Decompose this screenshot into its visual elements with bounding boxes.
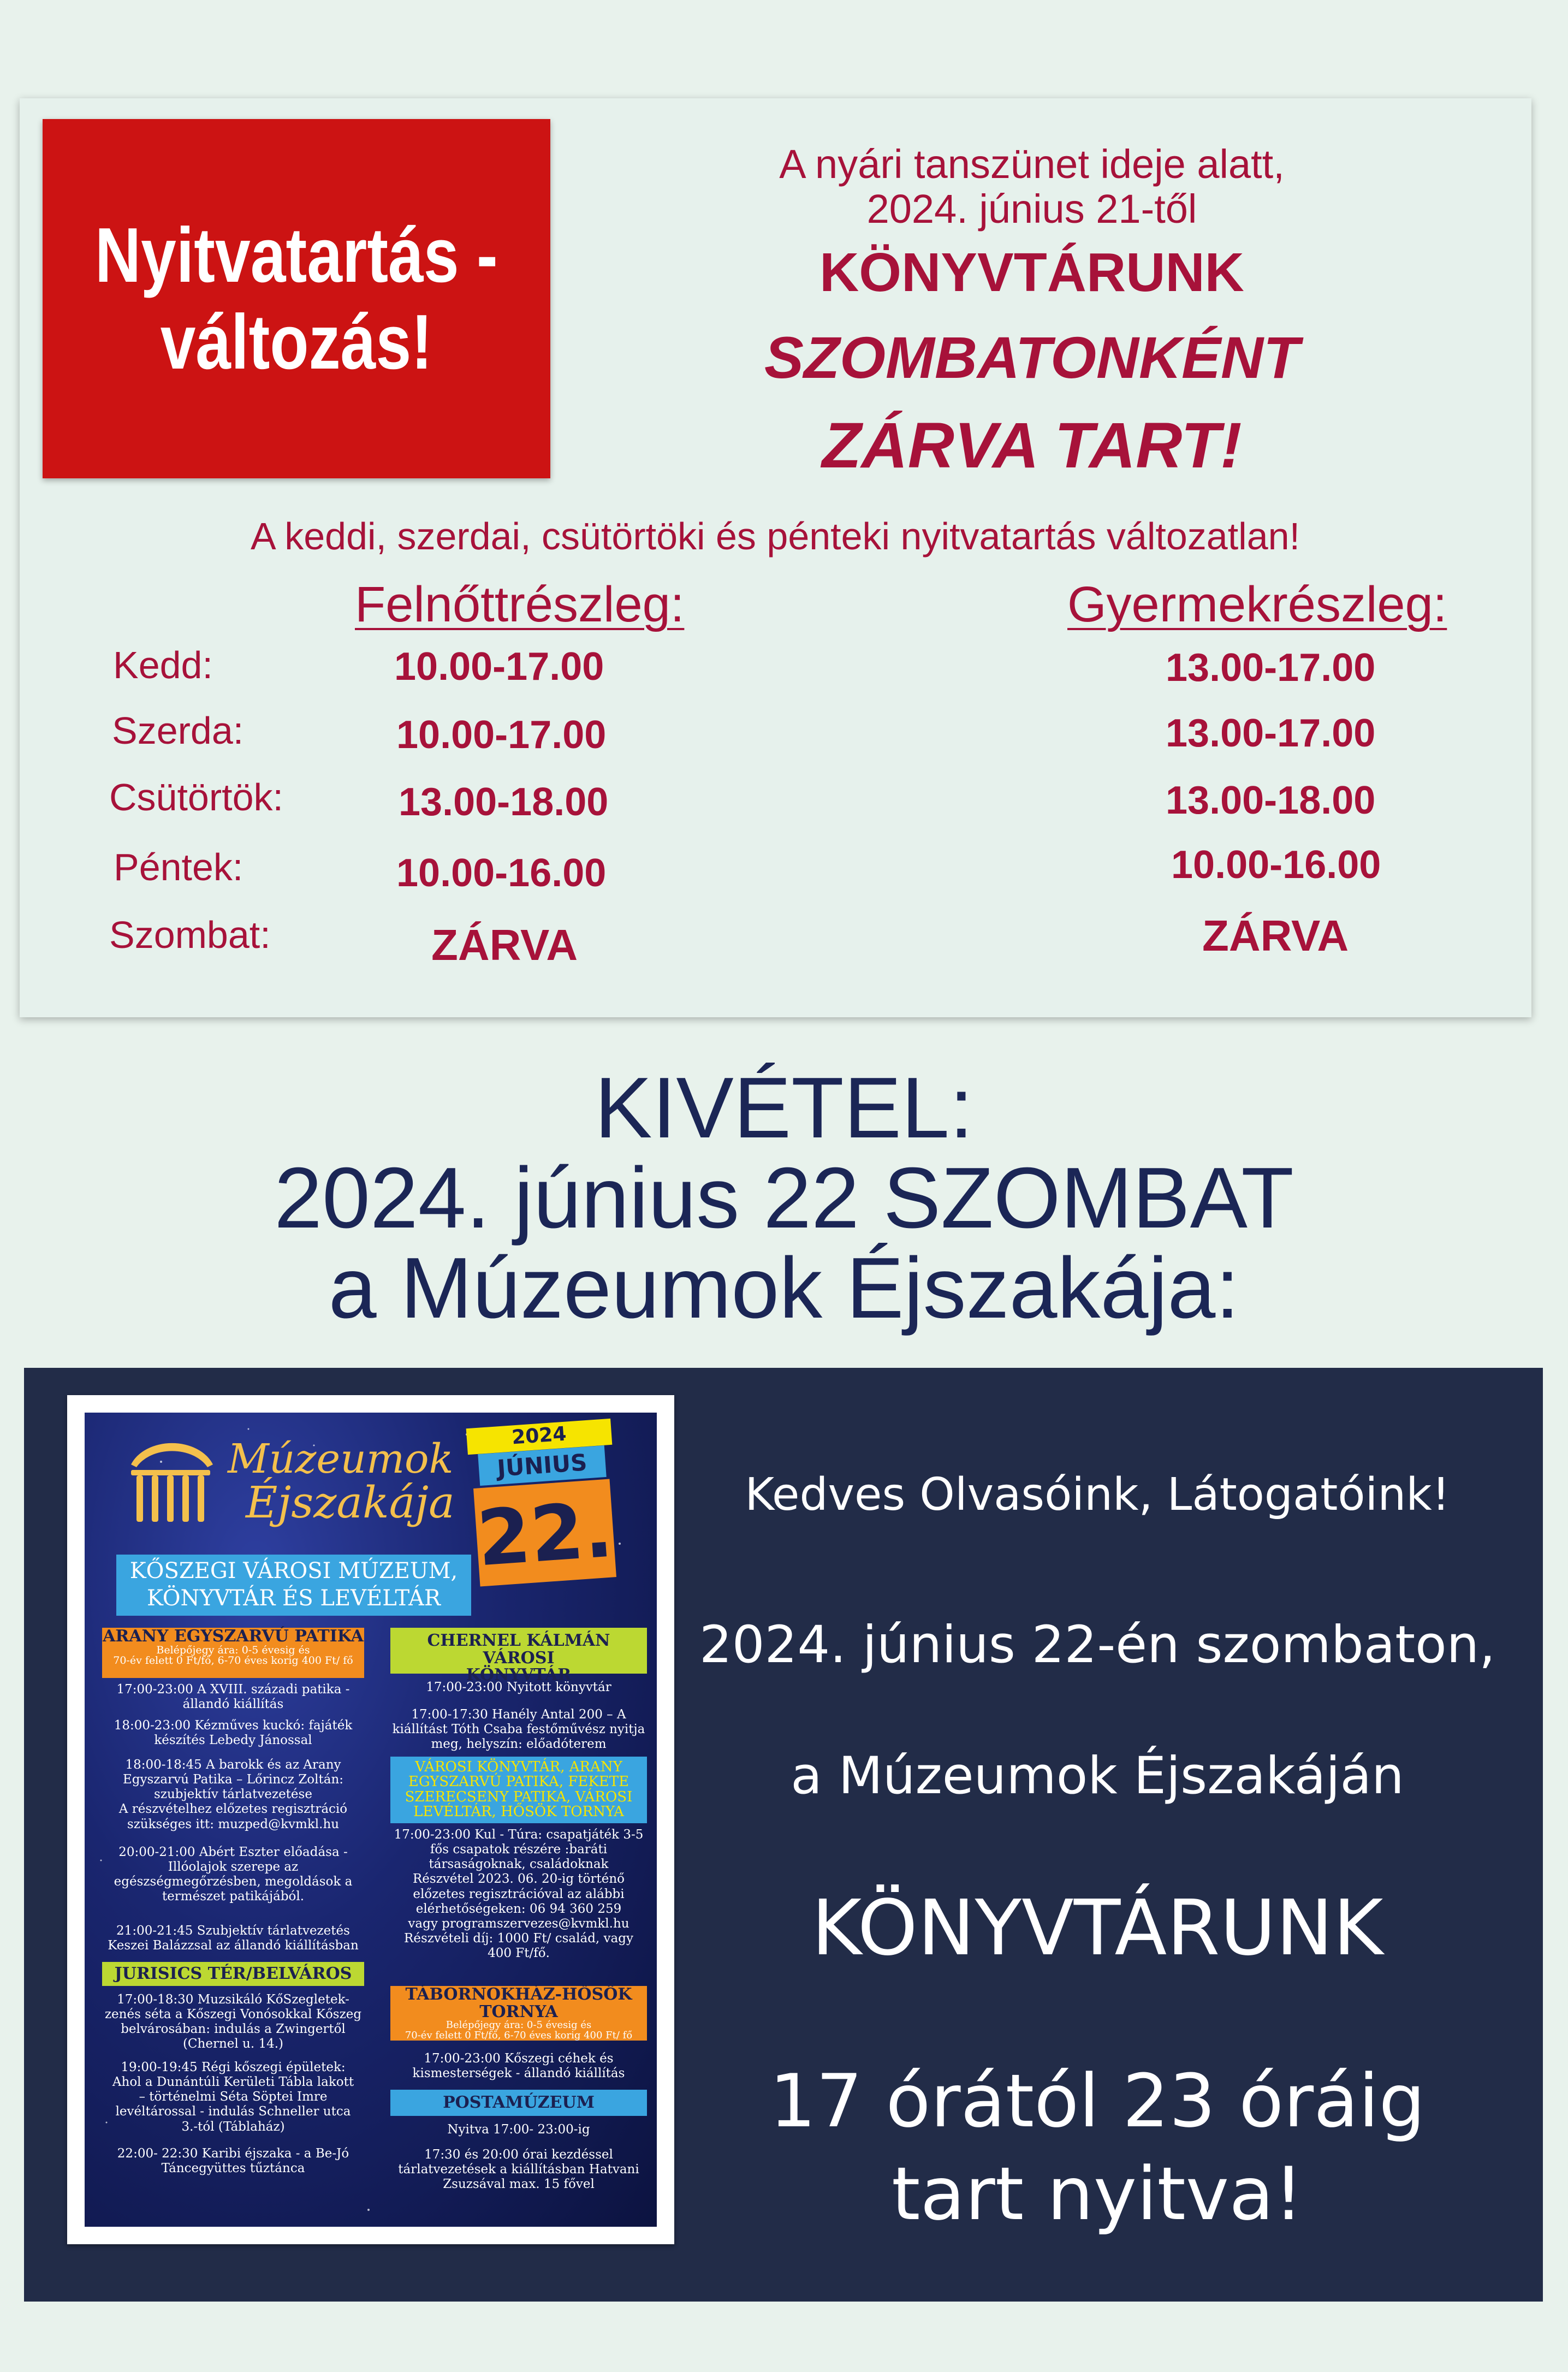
message-event: a Múzeumok Éjszakáján xyxy=(791,1746,1404,1806)
poster-logo-line-2: Éjszakája xyxy=(246,1477,455,1528)
section-title: TÁBORNOKHÁZ-HŐSÖK TORNYA xyxy=(405,1985,632,2021)
day-badge xyxy=(473,1479,616,1586)
section-header: POSTAMÚZEUM xyxy=(390,2090,647,2116)
temple-logo-icon xyxy=(131,1443,213,1522)
section-note: Belépőjegy ára: 0-5 évesig és 70-év felett 0 Ft/fő, 6-70 éves korig 400 Ft/ fő xyxy=(405,2019,633,2041)
headline-1: KÖNYVTÁRUNK xyxy=(819,242,1244,303)
greeting: Kedves Olvasóink, Látogatóink! xyxy=(745,1469,1450,1521)
event-item: 17:00-17:30 Hanély Antal 200 – A kiállítást Tóth Csaba festőművész nyitja meg, helyszín: előadóterem xyxy=(392,1707,645,1752)
venue-title xyxy=(116,1557,471,1612)
event-poster xyxy=(67,1395,674,2244)
adult-hours: 10.00-17.00 xyxy=(396,713,607,757)
event-item: 17:30 és 20:00 órai kezdéssel tárlatvezetések a kiállításban Hatvani Zsuzsával max. 15 fővel xyxy=(398,2148,639,2192)
day-label: Csütörtök: xyxy=(109,776,283,819)
event-item: 21:00-21:45 Szubjektív tárlatvezetés Keszei Balázzsal az állandó kiállításban xyxy=(108,1924,359,1953)
section-header: VÁROSI KÖNYVTÁR, ARANY EGYSZARVÚ PATIKA, FEKETE SZERECSENY PATIKA, VÁROSI LEVÉLTÁR, HŐSÖK TORNYA xyxy=(390,1757,647,1823)
child-section-header: Gyermekrészleg: xyxy=(1067,577,1447,632)
adult-hours: 13.00-18.00 xyxy=(399,780,609,824)
poster-logo-line-1: Múzeumok xyxy=(228,1436,454,1482)
event-item: 17:00-18:30 Muzsikáló KőSzegletek- zenés séta a Kőszegi Vonósokkal Kőszeg belvárosában: indulás a Zwingertől (Chernel u. 14.) xyxy=(104,1993,362,2051)
child-hours: 13.00-17.00 xyxy=(1166,711,1376,755)
section-note: Belépőjegy ára: 0-5 évesig és 70-év felett 0 Ft/fő, 6-70 éves korig 400 Ft/ fő xyxy=(113,1644,353,1667)
event-item: 22:00- 22:30 Karibi éjszaka - a Be-Jó Táncegyüttes tűztánca xyxy=(117,2146,349,2176)
exception-date: 2024. június 22 SZOMBAT xyxy=(274,1150,1294,1246)
child-hours: ZÁRVA xyxy=(1202,911,1349,960)
exception-event: a Múzeumok Éjszakája: xyxy=(328,1240,1240,1336)
section-header: JURISICS TÉR/BELVÁROS xyxy=(102,1962,364,1986)
event-item: 19:00-19:45 Régi kőszegi épületek: Ahol a Dunántúli Kerületi Tábla lakott – történelmi Séta Söptei Imre levéltárossal - indulás Schneller utca 3.-tól (Táblaház) xyxy=(112,2060,354,2134)
day-label: Kedd: xyxy=(113,644,213,686)
event-item: 18:00-18:45 A barokk és az Arany Egyszarvú Patika – Lőrincz Zoltán: szubjektív tárlatvezetése A részvételhez előzetes regisztráció szükséges itt: muzped@kvmkl.hu xyxy=(118,1758,348,1831)
adult-hours: ZÁRVA xyxy=(431,921,578,969)
event-item: 17:00-23:00 A XVIII. századi patika - állandó kiállítás xyxy=(116,1682,350,1712)
venue-line-2: KÖNYVTÁR ÉS LEVÉLTÁR xyxy=(146,1586,441,1611)
adult-section-header: Felnőttrészleg: xyxy=(355,577,685,632)
adult-hours: 10.00-17.00 xyxy=(394,645,604,689)
headline-3: ZÁRVA TART! xyxy=(822,410,1242,482)
message-hours: 17 órától 23 óráig xyxy=(769,2059,1426,2144)
poster-month: JÚNIUS xyxy=(496,1449,588,1482)
venue-line-1: KŐSZEGI VÁROSI MÚZEUM, xyxy=(129,1558,458,1584)
child-hours: 13.00-18.00 xyxy=(1166,779,1376,822)
message-date: 2024. június 22-én szombaton, xyxy=(699,1615,1496,1675)
poster-day: 22. xyxy=(474,1485,616,1584)
event-item: Nyitva 17:00- 23:00-ig xyxy=(447,2122,590,2137)
section-header: CHERNEL KÁLMÁN VÁROSI KÖNYVTÁR xyxy=(390,1628,647,1674)
poster-image xyxy=(85,1413,657,2227)
headline-2: SZOMBATONKÉNT xyxy=(764,324,1299,390)
message-library: KÖNYVTÁRUNK xyxy=(811,1884,1383,1973)
section-header xyxy=(102,1628,364,1678)
change-badge xyxy=(43,119,550,478)
event-item: 17:00-23:00 Kul - Túra: csapatjáték 3-5 fős csapatok részére :baráti társaságoknak, családoknak Részvétel 2023. 06. 20-ig történő előzetes regisztrációval az alábbi elérhetőségeken: 06 94 360 259 vagy programszervezes@kvmkl.hu Részvételi díj: 1000 Ft/ család, vagy 400 Ft/fő. xyxy=(394,1828,644,1960)
intro-line-2: 2024. június 21-től xyxy=(866,186,1197,232)
poster-year: 2024 xyxy=(510,1422,567,1449)
day-label: Szombat: xyxy=(109,914,271,956)
intro-line-1: A nyári tanszünet ideje alatt, xyxy=(779,141,1285,187)
message-open: tart nyitva! xyxy=(891,2151,1303,2237)
event-item: 20:00-21:00 Abért Eszter előadása - Illóolajok szerepe az egészségmegőrzésben, megoldások a természet patikájából. xyxy=(114,1845,353,1904)
exception-title: KIVÉTEL: xyxy=(595,1060,973,1156)
unchanged-note: A keddi, szerdai, csütörtöki és pénteki nyitvatartás változatlan! xyxy=(250,515,1300,558)
badge-line-1: Nyitvatartás - xyxy=(95,211,498,299)
day-label: Péntek: xyxy=(114,846,243,888)
adult-hours: 10.00-16.00 xyxy=(396,851,607,895)
day-label: Szerda: xyxy=(112,709,244,752)
event-item: 17:00-23:00 Kőszegi céhek és kismesterségek - állandó kiállítás xyxy=(412,2051,625,2081)
event-item: 18:00-23:00 Kézműves kuckó: fajáték készítés Lebedy Jánossal xyxy=(114,1718,353,1748)
badge-line-2: változás! xyxy=(160,299,433,386)
section-title: ARANY EGYSZARVÚ PATIKA xyxy=(103,1627,364,1646)
section-header xyxy=(390,1986,647,2041)
child-hours: 10.00-16.00 xyxy=(1171,843,1381,887)
child-hours: 13.00-17.00 xyxy=(1166,646,1376,690)
event-item: 17:00-23:00 Nyitott könyvtár xyxy=(426,1680,611,1694)
